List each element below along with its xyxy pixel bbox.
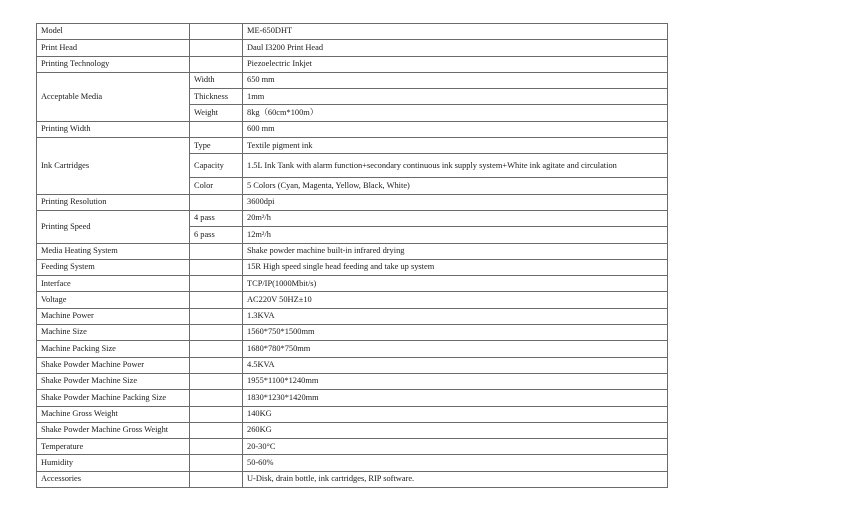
table-row: [37, 471, 668, 487]
spec-label: Feeding System: [37, 259, 190, 275]
table-row: [37, 72, 668, 88]
spec-sub-label: [190, 439, 243, 455]
spec-sub-label: Capacity: [190, 154, 243, 178]
spec-sub-label: [190, 276, 243, 292]
spec-sub-label: [190, 259, 243, 275]
spec-label: Shake Powder Machine Size: [37, 373, 190, 389]
spec-value: Piezoelectric Inkjet: [243, 56, 668, 72]
spec-label: Accessories: [37, 471, 190, 487]
table-row: [37, 373, 668, 389]
table-row: [37, 325, 668, 341]
spec-label: Shake Powder Machine Gross Weight: [37, 422, 190, 438]
spec-sub-label: [190, 455, 243, 471]
table-row: [37, 292, 668, 308]
spec-label: Machine Gross Weight: [37, 406, 190, 422]
spec-value: 650 mm: [243, 72, 668, 88]
spec-sub-label: [190, 40, 243, 56]
spec-value: 8kg（60cm*100m）: [243, 105, 668, 121]
spec-sub-label: [190, 24, 243, 40]
spec-label: Print Head: [37, 40, 190, 56]
spec-sub-label: 4 pass: [190, 210, 243, 226]
spec-label: Voltage: [37, 292, 190, 308]
spec-value: 3600dpi: [243, 194, 668, 210]
table-row: [37, 406, 668, 422]
spec-label: Printing Speed: [37, 210, 190, 243]
spec-value: 15R High speed single head feeding and take up system: [243, 259, 668, 275]
table-row: [37, 455, 668, 471]
spec-label: Model: [37, 24, 190, 40]
table-row: [37, 357, 668, 373]
spec-sub-label: [190, 194, 243, 210]
spec-value: 1680*780*750mm: [243, 341, 668, 357]
spec-label: Humidity: [37, 455, 190, 471]
spec-label: Interface: [37, 276, 190, 292]
spec-sub-label: 6 pass: [190, 227, 243, 243]
spec-sub-label: [190, 422, 243, 438]
spec-value: 20-30°C: [243, 439, 668, 455]
spec-label: Machine Size: [37, 325, 190, 341]
spec-table: [36, 23, 668, 488]
spec-value: 5 Colors (Cyan, Magenta, Yellow, Black, White): [243, 178, 668, 194]
spec-label: Shake Powder Machine Packing Size: [37, 390, 190, 406]
spec-value: ME-650DHT: [243, 24, 668, 40]
spec-label: Ink Cartridges: [37, 138, 190, 195]
table-row: [37, 390, 668, 406]
spec-sub-label: [190, 308, 243, 324]
spec-value: Textile pigment ink: [243, 138, 668, 154]
spec-label: Media Heating System: [37, 243, 190, 259]
spec-value: 140KG: [243, 406, 668, 422]
spec-sub-label: Thickness: [190, 89, 243, 105]
spec-sub-label: Color: [190, 178, 243, 194]
spec-sub-label: [190, 325, 243, 341]
spec-value: 1560*750*1500mm: [243, 325, 668, 341]
table-row: [37, 138, 668, 154]
table-row: [37, 56, 668, 72]
spec-value: AC220V 50HZ±10: [243, 292, 668, 308]
spec-sub-label: [190, 243, 243, 259]
spec-value: 12m²/h: [243, 227, 668, 243]
table-row: [37, 24, 668, 40]
spec-sub-label: [190, 56, 243, 72]
spec-sub-label: [190, 357, 243, 373]
table-row: [37, 210, 668, 226]
spec-sub-label: [190, 121, 243, 137]
spec-value: 1.3KVA: [243, 308, 668, 324]
spec-sub-label: Width: [190, 72, 243, 88]
spec-label: Shake Powder Machine Power: [37, 357, 190, 373]
table-row: [37, 194, 668, 210]
table-row: [37, 341, 668, 357]
table-row: [37, 439, 668, 455]
spec-sub-label: [190, 390, 243, 406]
spec-value: 260KG: [243, 422, 668, 438]
spec-value: 1.5L Ink Tank with alarm function+secondary continuous ink supply system+White ink agitate and circulation: [243, 154, 668, 178]
spec-value: TCP/IP(1000Mbit/s): [243, 276, 668, 292]
spec-label: Temperature: [37, 439, 190, 455]
spec-value: Shake powder machine built-in infrared drying: [243, 243, 668, 259]
table-row: [37, 40, 668, 56]
spec-label: Printing Width: [37, 121, 190, 137]
spec-sub-label: [190, 471, 243, 487]
spec-sub-label: [190, 373, 243, 389]
spec-sub-label: Type: [190, 138, 243, 154]
spec-value: 1955*1100*1240mm: [243, 373, 668, 389]
spec-value: Daul I3200 Print Head: [243, 40, 668, 56]
spec-sub-label: Weight: [190, 105, 243, 121]
spec-value: 1mm: [243, 89, 668, 105]
spec-value: U-Disk, drain bottle, ink cartridges, RIP software.: [243, 471, 668, 487]
table-row: [37, 422, 668, 438]
spec-label: Printing Resolution: [37, 194, 190, 210]
spec-table-body: [37, 24, 668, 488]
spec-value: 50-60%: [243, 455, 668, 471]
table-row: [37, 308, 668, 324]
table-row: [37, 121, 668, 137]
spec-label: Machine Packing Size: [37, 341, 190, 357]
spec-sub-label: [190, 406, 243, 422]
table-row: [37, 276, 668, 292]
spec-value: 20m²/h: [243, 210, 668, 226]
spec-value: 1830*1230*1420mm: [243, 390, 668, 406]
spec-label: Acceptable Media: [37, 72, 190, 121]
spec-label: Machine Power: [37, 308, 190, 324]
table-row: [37, 259, 668, 275]
spec-sub-label: [190, 341, 243, 357]
spec-label: Printing Technology: [37, 56, 190, 72]
spec-sub-label: [190, 292, 243, 308]
table-row: [37, 243, 668, 259]
spec-value: 600 mm: [243, 121, 668, 137]
spec-value: 4.5KVA: [243, 357, 668, 373]
